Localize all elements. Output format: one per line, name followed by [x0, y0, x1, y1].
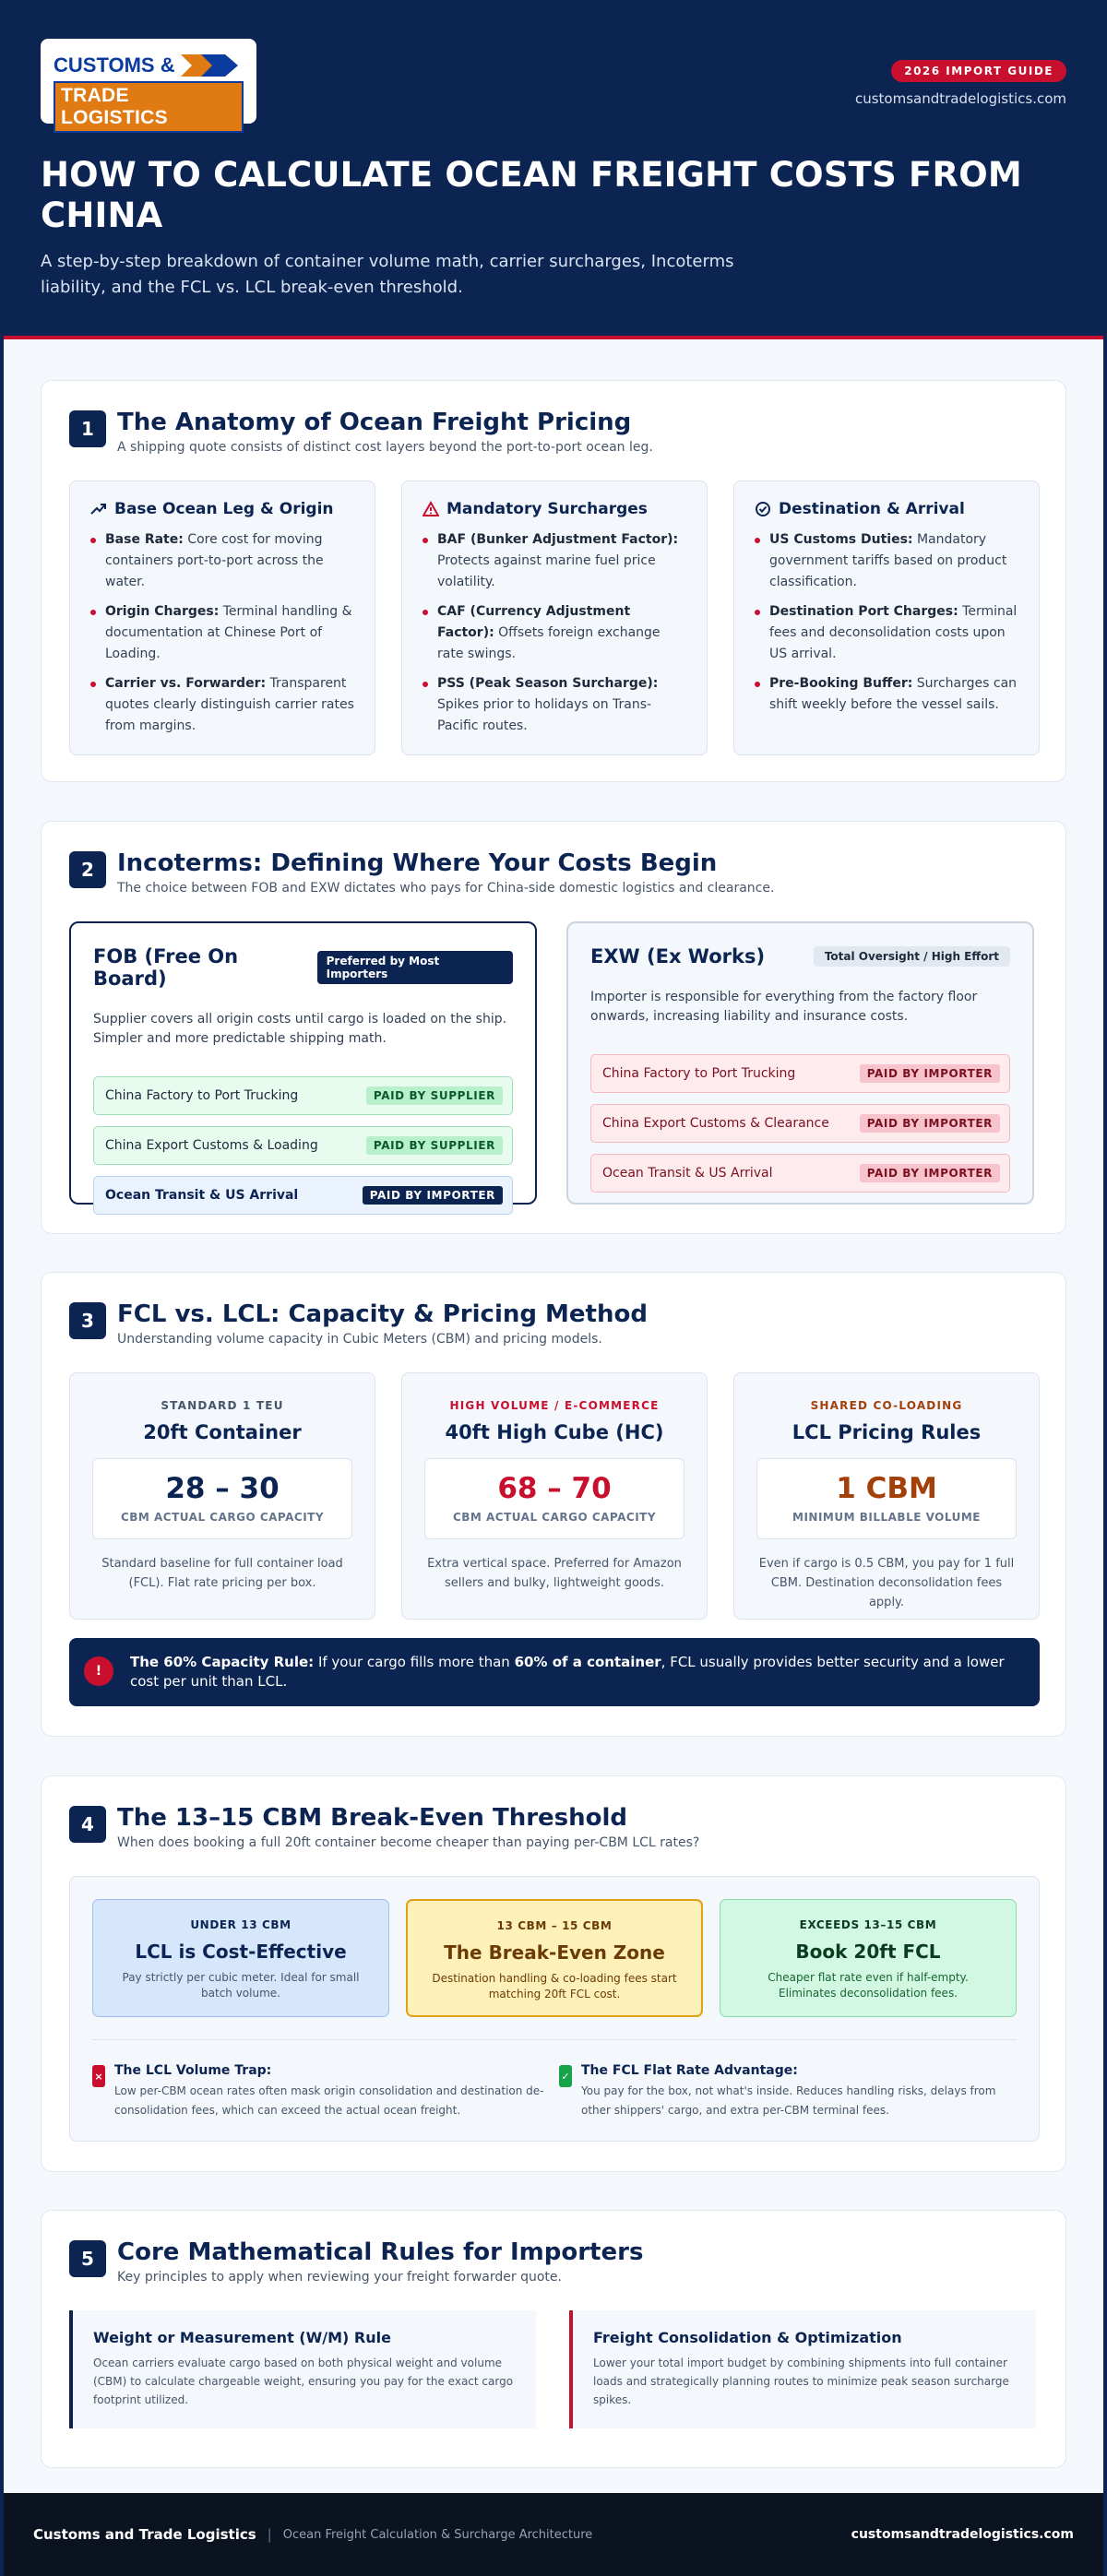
- container-description: Standard baseline for full container load (FCL). Flat rate pricing per box.: [101, 1557, 343, 1590]
- paid-by-chip: PAID BY IMPORTER: [860, 1164, 1000, 1182]
- cost-responsibility-row: Ocean Transit & US Arrival PAID BY IMPORTER: [93, 1176, 513, 1215]
- list-item: PSS (Peak Season Surcharge): Spikes prior to holidays on Trans-Pacific routes.: [423, 673, 686, 737]
- note-description: You pay for the box, not what's inside. Reduces handling risks, delays from other shippers' cargo, and extra per-CBM terminal fees.: [581, 2084, 996, 2117]
- cost-responsibility-row: China Factory to Port Trucking PAID BY IMPORTER: [590, 1054, 1010, 1093]
- section-subtitle: Understanding volume capacity in Cubic Meters (CBM) and pricing models.: [117, 1332, 602, 1347]
- section-title: Incoterms: Defining Where Your Costs Begin: [117, 849, 718, 877]
- section-number: 5: [69, 2240, 106, 2277]
- capacity-label: CBM ACTUAL CARGO CAPACITY: [452, 1511, 657, 1524]
- container-card-lcl: [733, 1372, 1040, 1620]
- check-icon: ✓: [559, 2065, 572, 2087]
- incoterm-card-fob: [69, 921, 537, 1205]
- container-card-40hc: [401, 1372, 708, 1620]
- capacity-value: 68 – 70: [497, 1472, 612, 1505]
- container-description: Extra vertical space. Preferred for Amazon sellers and bulky, lightweight goods.: [427, 1557, 682, 1590]
- paid-by-chip: PAID BY SUPPLIER: [366, 1086, 503, 1105]
- section-break-even: [41, 1775, 1066, 2172]
- container-eyebrow: STANDARD 1 TEU: [161, 1399, 284, 1412]
- logo-arrow-icon: [181, 53, 240, 78]
- section-title: FCL vs. LCL: Capacity & Pricing Method: [117, 1300, 648, 1328]
- card-title: Destination & Arrival: [779, 500, 965, 518]
- paid-by-chip: PAID BY IMPORTER: [860, 1114, 1000, 1133]
- logo-line-1: CUSTOMS &: [54, 53, 175, 77]
- section-subtitle: Key principles to apply when reviewing your freight forwarder quote.: [117, 2270, 562, 2285]
- section-number: 3: [69, 1302, 106, 1339]
- cost-card-base: [69, 481, 375, 755]
- trend-up-icon: [90, 501, 107, 517]
- incoterm-name: EXW (Ex Works): [590, 945, 766, 967]
- section-subtitle: The choice between FOB and EXW dictates who pays for China-side domestic logistics and clearance.: [117, 881, 775, 896]
- section-pricing-anatomy: [41, 380, 1066, 782]
- paid-by-chip: PAID BY IMPORTER: [860, 1064, 1000, 1083]
- guide-badge: 2026 IMPORT GUIDE: [891, 60, 1066, 82]
- header: [4, 0, 1103, 339]
- paid-by-chip: PAID BY IMPORTER: [363, 1186, 503, 1205]
- zone-title: The Break-Even Zone: [444, 1941, 665, 1964]
- section-number: 4: [69, 1806, 106, 1843]
- zone-fcl: [720, 1899, 1017, 2017]
- section-subtitle: A shipping quote consists of distinct cost layers beyond the port-to-port ocean leg.: [117, 440, 653, 455]
- check-circle-icon: [755, 501, 771, 517]
- section-number: 2: [69, 851, 106, 888]
- warning-icon: [423, 501, 439, 517]
- incoterm-card-exw: [566, 921, 1034, 1205]
- incoterm-description: Supplier covers all origin costs until cargo is loaded on the ship. Simpler and more predictable shipping math.: [93, 1012, 507, 1046]
- container-eyebrow: HIGH VOLUME / E-COMMERCE: [449, 1399, 660, 1412]
- card-title: Base Ocean Leg & Origin: [114, 500, 334, 518]
- container-eyebrow: SHARED CO-LOADING: [810, 1399, 963, 1412]
- zone-lcl: [92, 1899, 389, 2017]
- logo-line-2: TRADE LOGISTICS: [54, 81, 244, 133]
- break-even-panel: [69, 1876, 1040, 2142]
- incoterm-tag: Preferred by Most Importers: [317, 951, 513, 984]
- close-icon: ×: [92, 2065, 105, 2087]
- section-title: The 13–15 CBM Break-Even Threshold: [117, 1804, 628, 1832]
- section-title: Core Mathematical Rules for Importers: [117, 2238, 644, 2266]
- section-number: 1: [69, 410, 106, 447]
- cost-responsibility-row: China Export Customs & Loading PAID BY SUPPLIER: [93, 1126, 513, 1165]
- capacity-label: MINIMUM BILLABLE VOLUME: [792, 1511, 981, 1524]
- rule-description: Ocean carriers evaluate cargo based on both physical weight and volume (CBM) to calculate chargeable weight, ensuring you pay for the exact cargo footprint utilized.: [93, 2356, 514, 2406]
- card-title: Mandatory Surcharges: [446, 500, 648, 518]
- zone-title: Book 20ft FCL: [795, 1941, 941, 1963]
- cost-responsibility-row: China Factory to Port Trucking PAID BY SUPPLIER: [93, 1076, 513, 1115]
- footer-separator: |: [267, 2526, 272, 2543]
- paid-by-chip: PAID BY SUPPLIER: [366, 1136, 503, 1155]
- list-item: US Customs Duties: Mandatory government tariffs based on product classification.: [755, 529, 1018, 593]
- page-subtitle: A step-by-step breakdown of container volume math, carrier surcharges, Incoterms liability, and the FCL vs. LCL break-even threshold.: [41, 252, 734, 297]
- section-math-rules: [41, 2210, 1066, 2468]
- zone-break-even: [406, 1899, 703, 2017]
- footer-tagline: Ocean Freight Calculation & Surcharge Architecture: [282, 2527, 593, 2542]
- list-item: CAF (Currency Adjustment Factor): Offsets foreign exchange rate swings.: [423, 601, 686, 665]
- incoterm-tag: Total Oversight / High Effort: [814, 946, 1010, 967]
- rule-title: Weight or Measurement (W/M) Rule: [93, 2329, 391, 2346]
- section-title: The Anatomy of Ocean Freight Pricing: [117, 409, 632, 436]
- footer-brand: Customs and Trade Logistics: [33, 2526, 256, 2543]
- list-item: Carrier vs. Forwarder: Transparent quotes clearly distinguish carrier rates from margins.: [90, 673, 354, 737]
- note-lcl-trap: [92, 2063, 544, 2120]
- zone-title: LCL is Cost-Effective: [135, 1941, 347, 1963]
- container-description: Even if cargo is 0.5 CBM, you pay for 1 full CBM. Destination deconsolidation fees apply.: [758, 1557, 1015, 1609]
- capacity-box: [424, 1458, 684, 1539]
- cost-responsibility-row: Ocean Transit & US Arrival PAID BY IMPORTER: [590, 1154, 1010, 1193]
- zone-description: Cheaper flat rate even if half-empty. Eliminates deconsolidation fees.: [768, 1971, 969, 2000]
- section-fcl-lcl: [41, 1272, 1066, 1737]
- cost-card-destination: [733, 481, 1040, 755]
- list-item: Pre-Booking Buffer: Surcharges can shift weekly before the vessel sails.: [755, 673, 1018, 716]
- zone-eyebrow: UNDER 13 CBM: [190, 1918, 292, 1931]
- capacity-value: 1 CBM: [836, 1472, 937, 1505]
- rule-title: Freight Consolidation & Optimization: [593, 2329, 902, 2346]
- section-incoterms: [41, 821, 1066, 1234]
- note-title: The LCL Volume Trap:: [114, 2063, 272, 2078]
- page-title: HOW TO CALCULATE OCEAN FREIGHT COSTS FROM CHINA: [41, 155, 1022, 235]
- capacity-label: CBM ACTUAL CARGO CAPACITY: [120, 1511, 325, 1524]
- container-name: 20ft Container: [143, 1421, 302, 1443]
- capacity-value: 28 – 30: [165, 1472, 280, 1505]
- zone-description: Destination handling & co-loading fees start matching 20ft FCL cost.: [432, 1972, 677, 2000]
- container-card-20ft: [69, 1372, 375, 1620]
- container-name: LCL Pricing Rules: [792, 1421, 982, 1443]
- footer-site-url[interactable]: customsandtradelogistics.com: [851, 2527, 1074, 2542]
- list-item: Origin Charges: Terminal handling & documentation at Chinese Port of Loading.: [90, 601, 354, 665]
- capacity-box: [756, 1458, 1017, 1539]
- note-description: Low per-CBM ocean rates often mask origin consolidation and destination de-consolidation fees, which can exceed the actual ocean freight.: [114, 2084, 544, 2117]
- header-site-url[interactable]: customsandtradelogistics.com: [854, 90, 1066, 107]
- capacity-box: [92, 1458, 352, 1539]
- rule-description: Lower your total import budget by combining shipments into full container loads and strategically planning routes to minimize peak season surcharge spikes.: [593, 2356, 1009, 2406]
- list-item: BAF (Bunker Adjustment Factor): Protects against marine fuel price volatility.: [423, 529, 686, 593]
- zone-description: Pay strictly per cubic meter. Ideal for small batch volume.: [122, 1971, 360, 2000]
- zone-eyebrow: 13 CBM – 15 CBM: [496, 1919, 613, 1932]
- note-fcl-advantage: [559, 2063, 1011, 2120]
- list-item: Base Rate: Core cost for moving containers port-to-port across the water.: [90, 529, 354, 593]
- logo[interactable]: [41, 39, 256, 128]
- footer: [4, 2493, 1103, 2576]
- section-subtitle: When does booking a full 20ft container become cheaper than paying per-CBM LCL rates?: [117, 1835, 700, 1850]
- alert-icon: !: [84, 1656, 113, 1686]
- incoterm-description: Importer is responsible for everything from the factory floor onwards, increasing liability and insurance costs.: [590, 990, 978, 1024]
- rule-card-consolidation: [569, 2310, 1036, 2428]
- capacity-rule-callout: ! The 60% Capacity Rule: If your cargo fills more than 60% of a container, FCL usually provides better security and a lower cost per unit than LCL.: [69, 1638, 1040, 1706]
- incoterm-name: FOB (Free On Board): [93, 945, 239, 990]
- cost-responsibility-row: China Export Customs & Clearance PAID BY IMPORTER: [590, 1104, 1010, 1143]
- list-item: Destination Port Charges: Terminal fees and deconsolidation costs upon US arrival.: [755, 601, 1018, 665]
- divider: [92, 2039, 1017, 2040]
- rule-card-wm: [69, 2310, 536, 2428]
- note-title: The FCL Flat Rate Advantage:: [581, 2063, 798, 2078]
- zone-eyebrow: EXCEEDS 13–15 CBM: [799, 1918, 937, 1931]
- cost-card-surcharges: [401, 481, 708, 755]
- container-name: 40ft High Cube (HC): [445, 1421, 664, 1443]
